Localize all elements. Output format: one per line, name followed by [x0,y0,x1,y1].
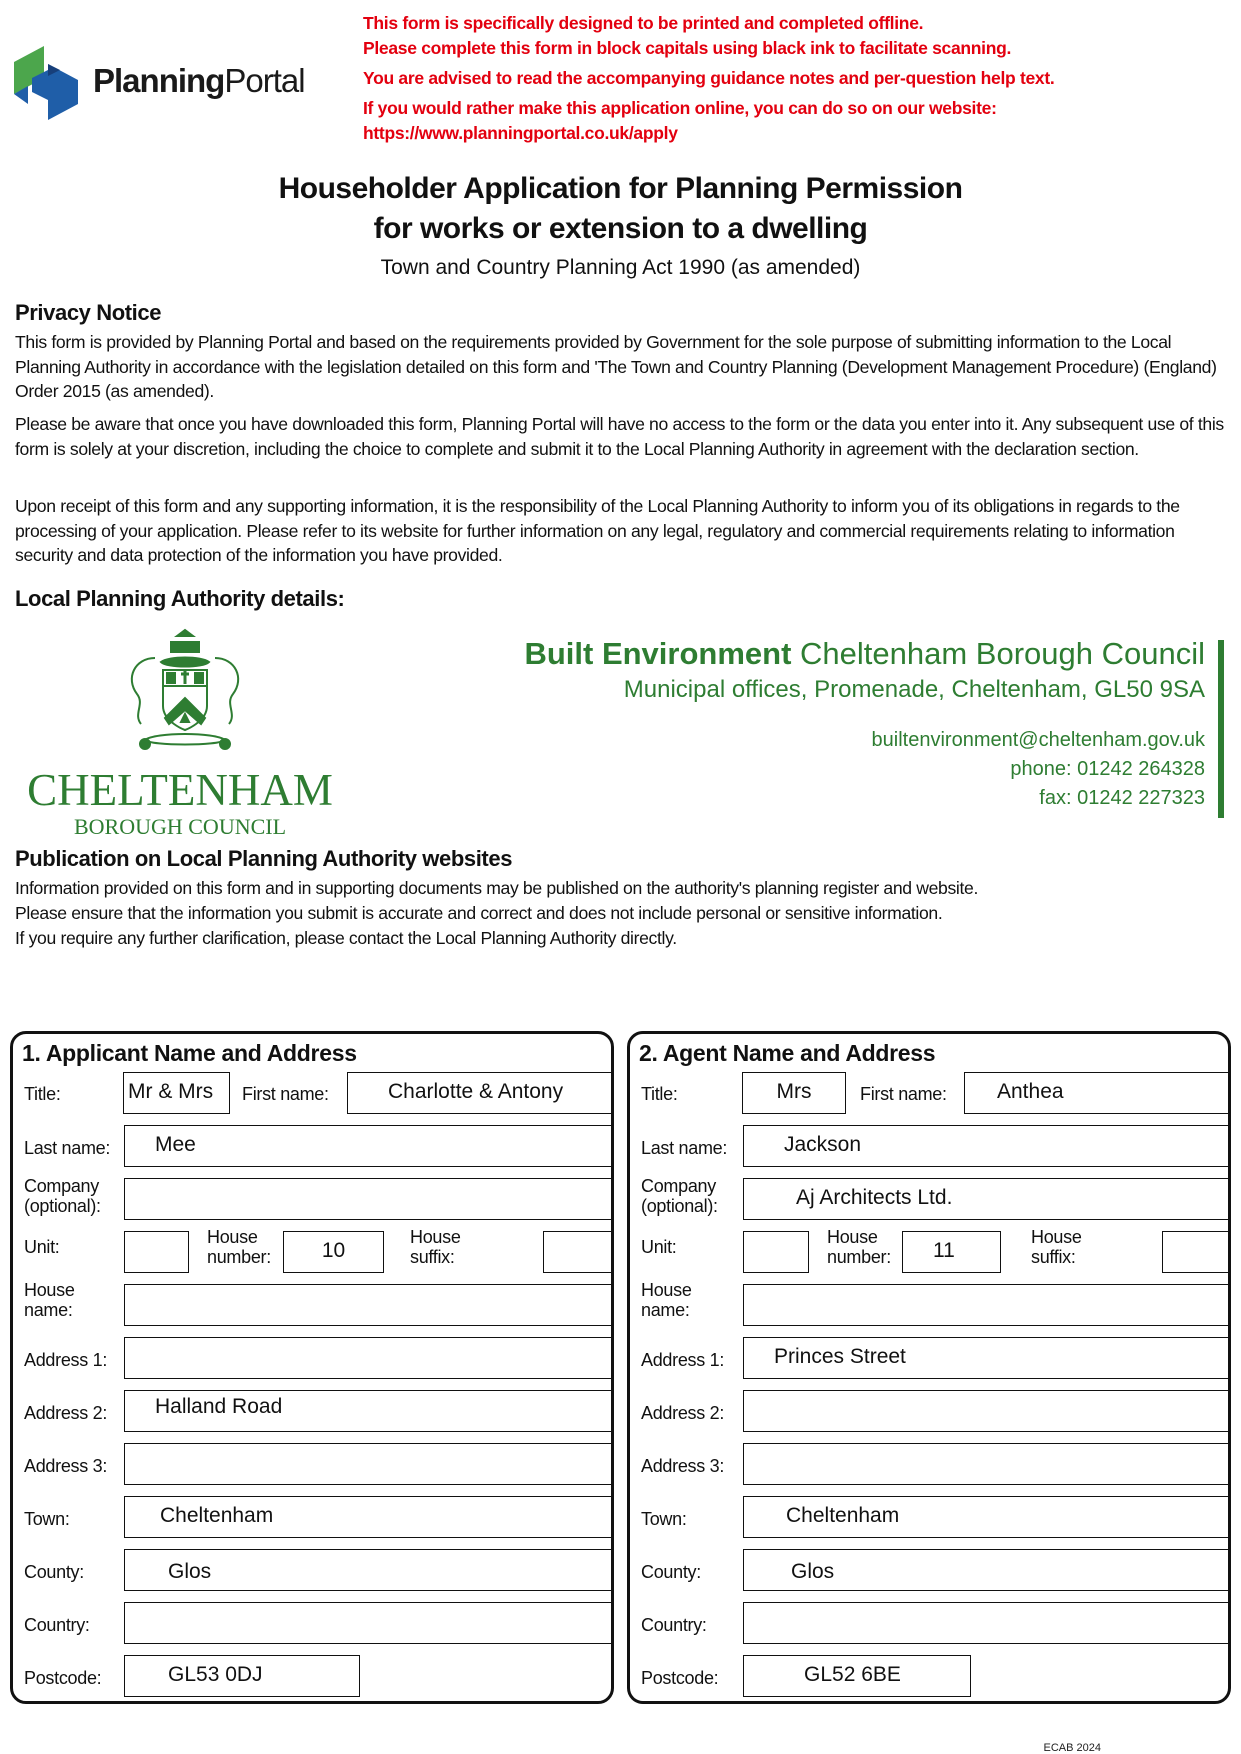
lpa-address: Municipal offices, Promenade, Cheltenham, GL50 9SA [623,676,1205,703]
cheltenham-council-logo [20,628,340,839]
privacy-paragraph: This form is provided by Planning Portal and based on the requirements provided by Government for the sole purpose of submitting information to the Local Planning Authority in accordance with the legislation detailed on this form and 'The Town and Country Planning (Development Management Procedure) (England) Order 2015 (as amended). [15,332,1217,401]
council-subname: BOROUGH COUNCIL [73,814,287,839]
notice-line: If you would rather make this application online, you can do so on our website: [363,98,997,118]
publication-line: If you require any further clarification, please contact the Local Planning Authority directly. [15,928,677,948]
county-label: County: [641,1562,701,1582]
applicant-unit-field[interactable] [124,1231,189,1273]
agent-house-number-field[interactable]: 11 [902,1231,1001,1273]
agent-house-suffix-field[interactable] [1162,1231,1229,1273]
title-label: Title: [24,1084,61,1104]
company-label-line1: Company [24,1176,99,1196]
lpa-email[interactable]: builtenvironment@cheltenham.gov.uk [871,729,1205,751]
apply-url[interactable]: https://www.planningportal.co.uk/apply [363,123,678,143]
company-label [641,1176,718,1216]
agent-country-field[interactable] [743,1602,1229,1644]
house-name-label [641,1280,692,1320]
agent-section [627,1031,1231,1704]
agent-title-field[interactable]: Mrs [742,1072,846,1114]
agent-house-name-field[interactable] [743,1284,1229,1326]
applicant-town-field[interactable]: Cheltenham [124,1496,612,1538]
postcode-label: Postcode: [641,1668,719,1688]
form-title-line1: Householder Application for Planning Permission [278,172,963,205]
address2-label: Address 2: [641,1403,725,1423]
agent-first-name-field[interactable]: Anthea [964,1072,1229,1114]
publication-line: Information provided on this form and in supporting documents may be published on the authority's planning register and website. [15,878,978,898]
company-label-line2: (optional): [641,1196,718,1216]
privacy-paragraph: Upon receipt of this form and any supporting information, it is the responsibility of the Local Planning Authority to inform you of its obligations in regards to the processing of your application. Please refer to its website for further information on any legal, regulatory and commercial requirements relating to information security and data protection of the information you have provided. [15,496,1180,565]
agent-address3-field[interactable] [743,1443,1229,1485]
applicant-house-number-field[interactable]: 10 [283,1231,384,1273]
privacy-heading: Privacy Notice [15,300,162,325]
lpa-accent-bar [1218,640,1224,818]
first-name-label: First name: [242,1084,329,1104]
applicant-house-suffix-field[interactable] [543,1231,612,1273]
planning-portal-wordmark [93,62,305,100]
applicant-address3-field[interactable] [124,1443,612,1485]
house-name-label-line1: House [641,1280,692,1300]
publication-heading: Publication on Local Planning Authority websites [15,846,513,871]
house-number-label-line1: House [827,1227,878,1247]
house-number-label [207,1227,271,1267]
council-name-text: Cheltenham Borough Council [800,636,1205,671]
department-name: Built Environment [524,636,792,671]
company-label-line2: (optional): [24,1196,101,1216]
applicant-country-field[interactable] [124,1602,612,1644]
agent-heading: 2. Agent Name and Address [639,1040,936,1066]
brand-light: Portal [224,62,305,99]
privacy-paragraph: Please be aware that once you have downloaded this form, Planning Portal will have no access to the form or the data you enter into it. Any subsequent use of this form is solely at your discretion, including the choice to complete and submit it to the Local Planning Authority in agreement with the declaration section. [15,414,1224,459]
house-number-label [827,1227,891,1267]
applicant-company-field[interactable] [124,1178,612,1220]
unit-label: Unit: [641,1237,677,1257]
form-code: ECAB 2024 [1043,1742,1101,1754]
applicant-address1-field[interactable] [124,1337,612,1379]
country-label: Country: [641,1615,707,1635]
agent-county-field[interactable]: Glos [743,1549,1229,1591]
notice-line: Please complete this form in block capitals using black ink to facilitate scanning. [363,38,1012,58]
house-suffix-label-line1: House [1031,1227,1082,1247]
lpa-contact-block [524,636,1205,813]
lpa-fax: fax: 01242 227323 [1039,787,1205,809]
applicant-first-name-field[interactable]: Charlotte & Antony [347,1072,612,1114]
address3-label: Address 3: [641,1456,725,1476]
house-number-label-line2: number: [827,1247,891,1267]
applicant-last-name-field[interactable]: Mee [124,1125,612,1167]
agent-town-field[interactable]: Cheltenham [743,1496,1229,1538]
lpa-phone: phone: 01242 264328 [1010,758,1205,780]
house-suffix-label [1031,1227,1082,1267]
last-name-label: Last name: [24,1138,111,1158]
county-label: County: [24,1562,84,1582]
publication-line: Please ensure that the information you submit is accurate and correct and does not include personal or sensitive information. [15,903,943,923]
house-name-label-line2: name: [24,1300,73,1320]
agent-postcode-field[interactable]: GL52 6BE [743,1655,971,1697]
lpa-department [524,636,1205,672]
company-label [24,1176,101,1216]
offline-notices [363,11,1223,146]
address1-label: Address 1: [641,1350,725,1370]
unit-label: Unit: [24,1237,60,1257]
house-suffix-label-line2: suffix: [1031,1247,1076,1267]
last-name-label: Last name: [641,1138,728,1158]
brand-bold: Planning [93,62,225,99]
agent-unit-field[interactable] [743,1231,809,1273]
agent-address2-field[interactable] [743,1390,1229,1432]
house-number-label-line2: number: [207,1247,271,1267]
applicant-postcode-field[interactable]: GL53 0DJ [124,1655,360,1697]
house-suffix-label-line2: suffix: [410,1247,455,1267]
planning-portal-logo [10,42,310,122]
coat-of-arms-icon [115,628,255,768]
notice-line: You are advised to read the accompanying guidance notes and per-question help text. [363,68,1055,88]
form-title-line2: for works or extension to a dwelling [373,212,868,245]
planning-portal-logo-icon [10,44,82,120]
first-name-label: First name: [860,1084,947,1104]
house-number-label-line1: House [207,1227,258,1247]
title-label: Title: [641,1084,678,1104]
applicant-address2-field[interactable]: Halland Road [124,1390,612,1432]
lpa-heading: Local Planning Authority details: [15,586,345,611]
form-subtitle: Town and Country Planning Act 1990 (as amended) [380,256,861,279]
postcode-label: Postcode: [24,1668,102,1688]
applicant-heading: 1. Applicant Name and Address [22,1040,357,1066]
applicant-section [10,1031,614,1704]
council-name: CHELTENHAM [27,765,333,815]
agent-company-field[interactable]: Aj Architects Ltd. [743,1178,1229,1220]
house-name-label [24,1280,75,1320]
agent-last-name-field[interactable]: Jackson [743,1125,1229,1167]
applicant-county-field[interactable]: Glos [124,1549,612,1591]
house-suffix-label [410,1227,461,1267]
address3-label: Address 3: [24,1456,108,1476]
agent-address1-field[interactable]: Princes Street [743,1337,1229,1379]
company-label-line1: Company [641,1176,716,1196]
house-suffix-label-line1: House [410,1227,461,1247]
country-label: Country: [24,1615,90,1635]
notice-line: This form is specifically designed to be printed and completed offline. [363,13,924,33]
applicant-house-name-field[interactable] [124,1284,612,1326]
town-label: Town: [641,1509,687,1529]
applicant-title-field[interactable]: Mr & Mrs [123,1072,230,1114]
house-name-label-line2: name: [641,1300,690,1320]
address1-label: Address 1: [24,1350,108,1370]
house-name-label-line1: House [24,1280,75,1300]
address2-label: Address 2: [24,1403,108,1423]
town-label: Town: [24,1509,70,1529]
